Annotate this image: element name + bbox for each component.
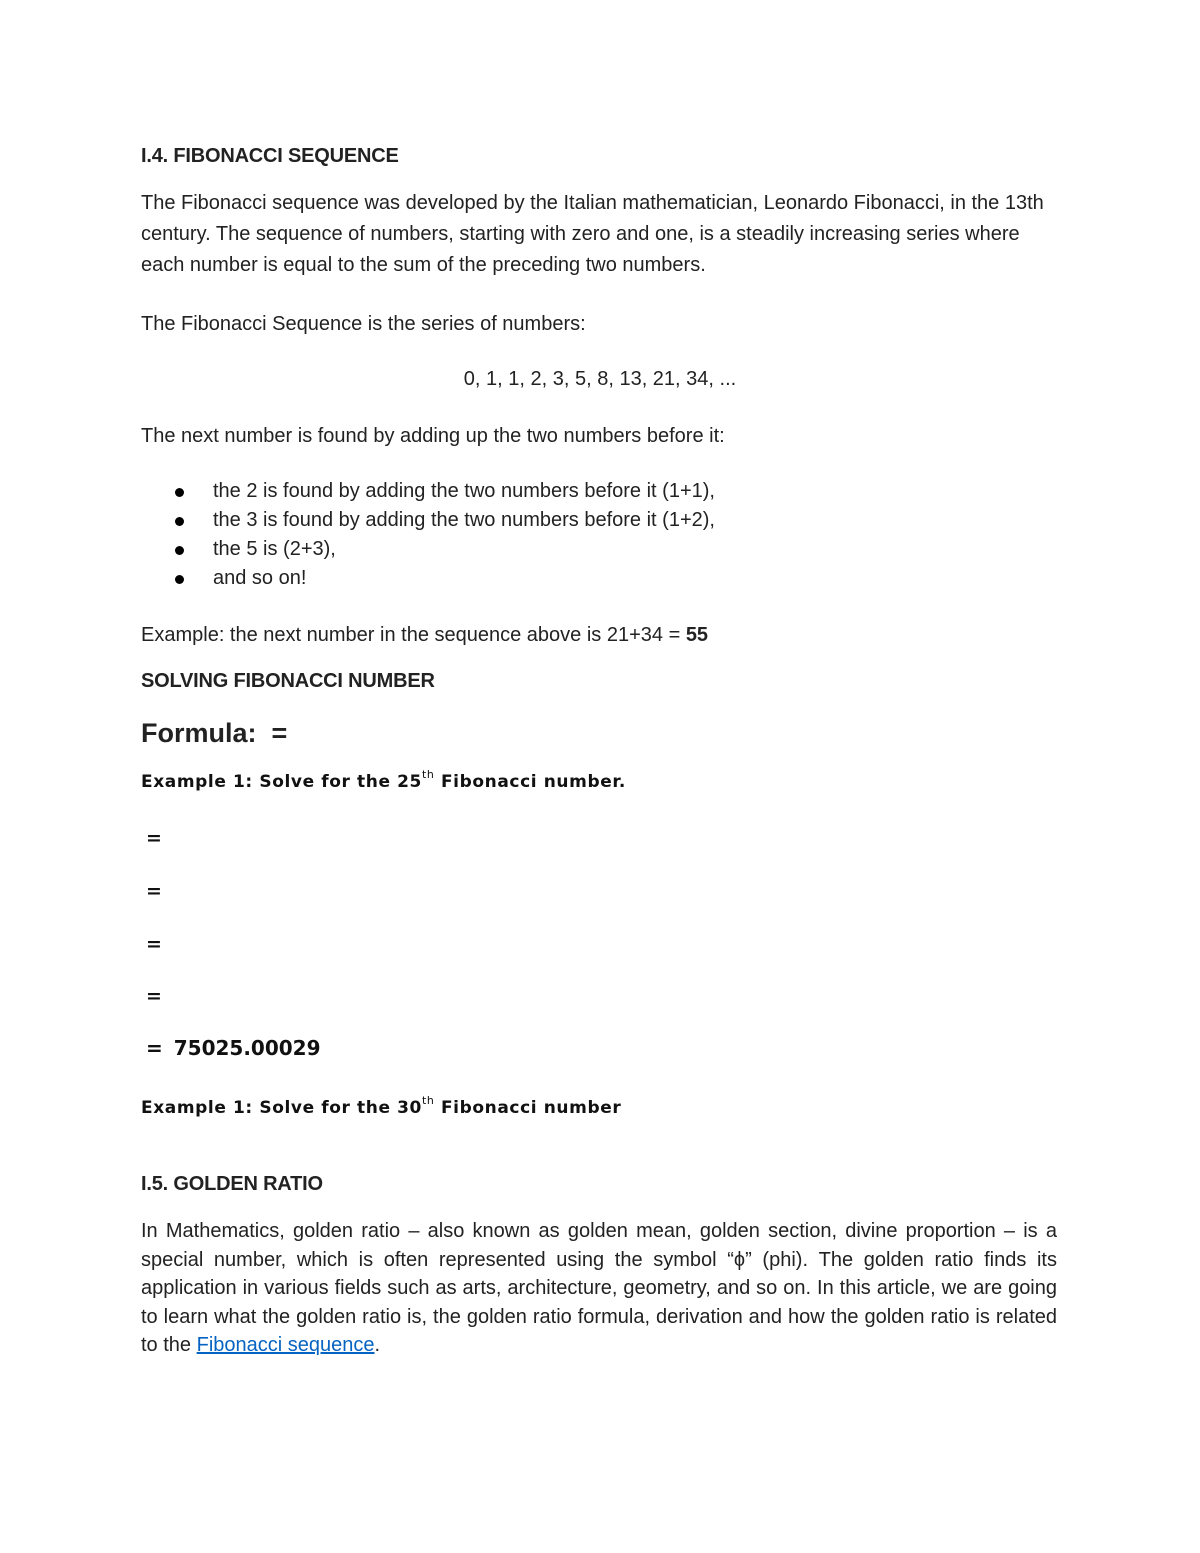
list-item xyxy=(172,564,715,593)
example-30th-sup: th xyxy=(421,1094,435,1107)
example-25th-pre: Example 1: Solve for the 25 xyxy=(141,772,422,792)
example-next-number xyxy=(141,620,708,651)
list-item-text: and so on! xyxy=(213,567,307,589)
formula-label: Formula: xyxy=(141,718,257,748)
bullet-list xyxy=(172,477,715,593)
equation-result-sign: = xyxy=(146,1036,163,1060)
example-25th xyxy=(141,767,626,798)
equation-result-value: 75025.00029 xyxy=(173,1036,321,1060)
equation-line: = xyxy=(146,985,162,1007)
section-heading-fibonacci: I.4. FIBONACCI SEQUENCE xyxy=(141,145,399,167)
intro-paragraph: The Fibonacci sequence was developed by the Italian mathematician, Leonardo Fibonacci, in the 13th century. The sequence of numbers, starting with zero and one, is a steadily increasing series where each number is equal to the sum of the preceding two numbers. xyxy=(141,192,1044,276)
bullet-icon xyxy=(175,575,184,584)
list-item-text: the 5 is (2+3), xyxy=(213,538,336,560)
bullet-icon xyxy=(175,546,184,555)
series-intro: The Fibonacci Sequence is the series of numbers: xyxy=(141,313,586,335)
next-number-rule: The next number is found by adding up the two numbers before it: xyxy=(141,425,725,447)
list-item-text: the 2 is found by adding the two numbers before it (1+1), xyxy=(213,480,715,502)
fibonacci-sequence-link[interactable]: Fibonacci sequence xyxy=(196,1334,375,1356)
equation-line: = xyxy=(146,827,162,849)
example-25th-sup: th xyxy=(421,768,435,781)
list-item xyxy=(172,535,715,564)
example-30th-pre: Example 1: Solve for the 30 xyxy=(141,1098,422,1118)
formula-line xyxy=(141,714,287,752)
formula-equals: = xyxy=(271,718,288,748)
bullet-icon xyxy=(175,517,184,526)
bullet-icon xyxy=(175,488,184,497)
example-next-number-text: Example: the next number in the sequence above is 21+34 = xyxy=(141,624,686,646)
example-next-number-answer: 55 xyxy=(685,624,709,646)
example-30th xyxy=(141,1093,621,1124)
equation-line: = xyxy=(146,933,162,955)
fibonacci-series: 0, 1, 1, 2, 3, 5, 8, 13, 21, 34, ... xyxy=(463,368,737,390)
list-item xyxy=(172,477,715,506)
equation-result-line xyxy=(146,1033,321,1064)
example-25th-post: Fibonacci number. xyxy=(434,772,626,792)
list-item xyxy=(172,506,715,535)
equation-line: = xyxy=(146,880,162,902)
section-heading-golden-ratio: I.5. GOLDEN RATIO xyxy=(141,1173,323,1195)
list-item-text: the 3 is found by adding the two numbers before it (1+2), xyxy=(213,509,715,531)
golden-ratio-paragraph xyxy=(141,1217,1057,1360)
solving-heading: SOLVING FIBONACCI NUMBER xyxy=(141,670,435,692)
example-30th-post: Fibonacci number xyxy=(434,1098,622,1118)
golden-ratio-end: . xyxy=(374,1334,381,1356)
golden-ratio-text: In Mathematics, golden ratio – also known as golden mean, golden section, divine proportion – is a special number, which is often represented using the symbol “ϕ” (phi). The golden ratio finds its application in various fields such as arts, architecture, geometry, and so on. In this article, we are going to learn what the golden ratio is, the golden ratio formula, derivation and how the golden ratio is related to the xyxy=(141,1220,1057,1356)
